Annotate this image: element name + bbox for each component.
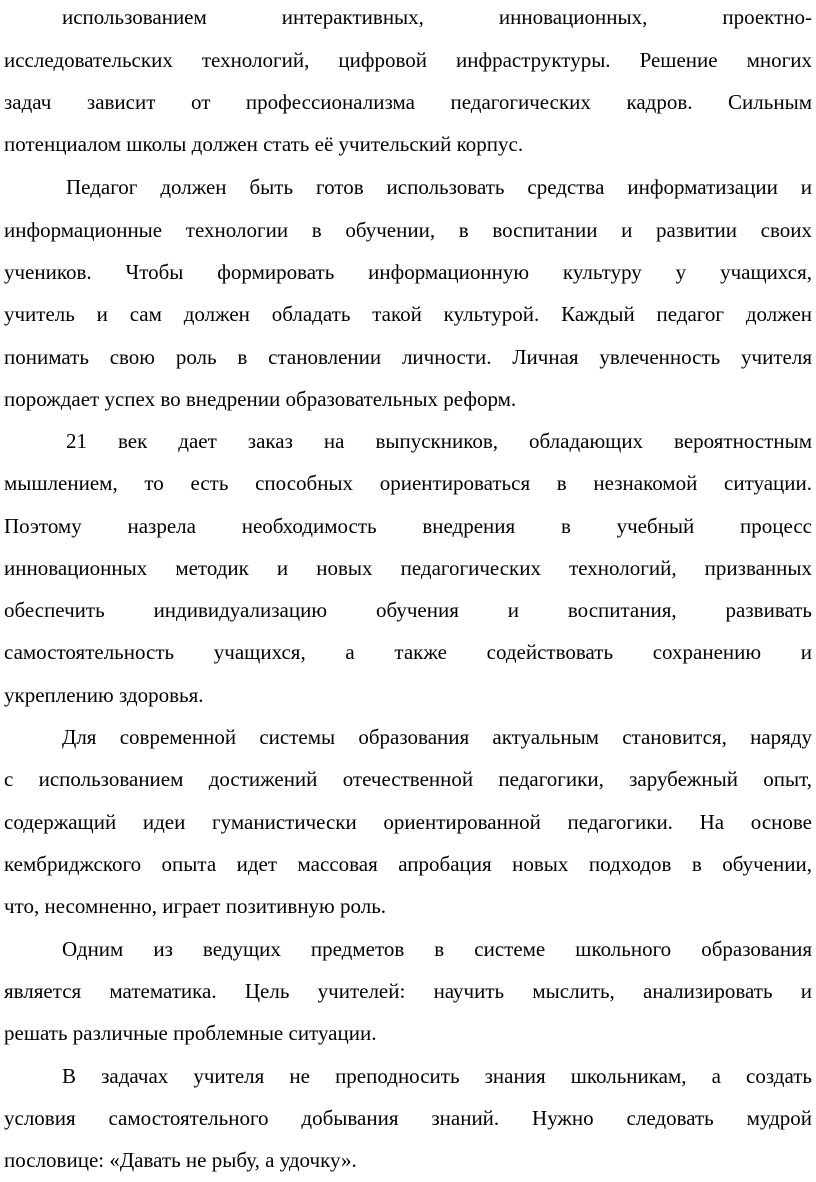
text-line: пословице: «Давать не рыбу, а удочку». bbox=[4, 1148, 357, 1172]
text-line: Педагог должен быть готов использовать средства информатизации и bbox=[66, 175, 812, 199]
text-line: потенциалом школы должен стать её учительский корпус. bbox=[4, 132, 524, 156]
text-line: укреплению здоровья. bbox=[4, 683, 204, 707]
text-line: инновационных методик и новых педагогических технологий, призванных bbox=[4, 556, 812, 580]
text-line: учитель и сам должен обладать такой культурой. Каждый педагог должен bbox=[4, 302, 812, 326]
text-line: понимать свою роль в становлении личности. Личная увлеченность учителя bbox=[4, 345, 812, 369]
text-line: учеников. Чтобы формировать информационную культуру у учащихся, bbox=[4, 260, 812, 284]
text-line: самостоятельность учащихся, а также содействовать сохранению и bbox=[4, 640, 812, 664]
text-line: Поэтому назрела необходимость внедрения в учебный процесс bbox=[4, 514, 812, 538]
text-line: является математика. Цель учителей: научить мыслить, анализировать и bbox=[4, 979, 812, 1003]
text-line: задач зависит от профессионализма педагогических кадров. Сильным bbox=[4, 90, 812, 114]
text-line: 21 век дает заказ на выпускников, обладающих вероятностным bbox=[66, 429, 812, 453]
text-line: содержащий идеи гуманистически ориентированной педагогики. На основе bbox=[4, 810, 812, 834]
text-line: В задачах учителя не преподносить знания школьникам, а создать bbox=[62, 1064, 812, 1088]
text-line: порождает успех во внедрении образовательных реформ. bbox=[4, 387, 517, 411]
text-line: обеспечить индивидуализацию обучения и воспитания, развивать bbox=[4, 598, 812, 622]
text-line: Для современной системы образования актуальным становится, наряду bbox=[62, 725, 812, 749]
text-line: мышлением, то есть способных ориентироваться в незнакомой ситуации. bbox=[4, 471, 812, 495]
text-line: что, несомненно, играет позитивную роль. bbox=[4, 894, 387, 918]
text-line: кембриджского опыта идет массовая апробация новых подходов в обучении, bbox=[4, 852, 812, 876]
text-line: Одним из ведущих предметов в системе школьного образования bbox=[62, 937, 812, 961]
text-line: с использованием достижений отечественной педагогики, зарубежный опыт, bbox=[4, 767, 812, 791]
text-line: решать различные проблемные ситуации. bbox=[4, 1021, 377, 1045]
text-line: информационные технологии в обучении, в воспитании и развитии своих bbox=[4, 218, 812, 242]
text-line: использованием интерактивных, инновационных, проектно- bbox=[62, 5, 812, 29]
text-line: условия самостоятельного добывания знаний. Нужно следовать мудрой bbox=[4, 1106, 812, 1130]
text-line: исследовательских технологий, цифровой инфраструктуры. Решение многих bbox=[4, 48, 812, 72]
